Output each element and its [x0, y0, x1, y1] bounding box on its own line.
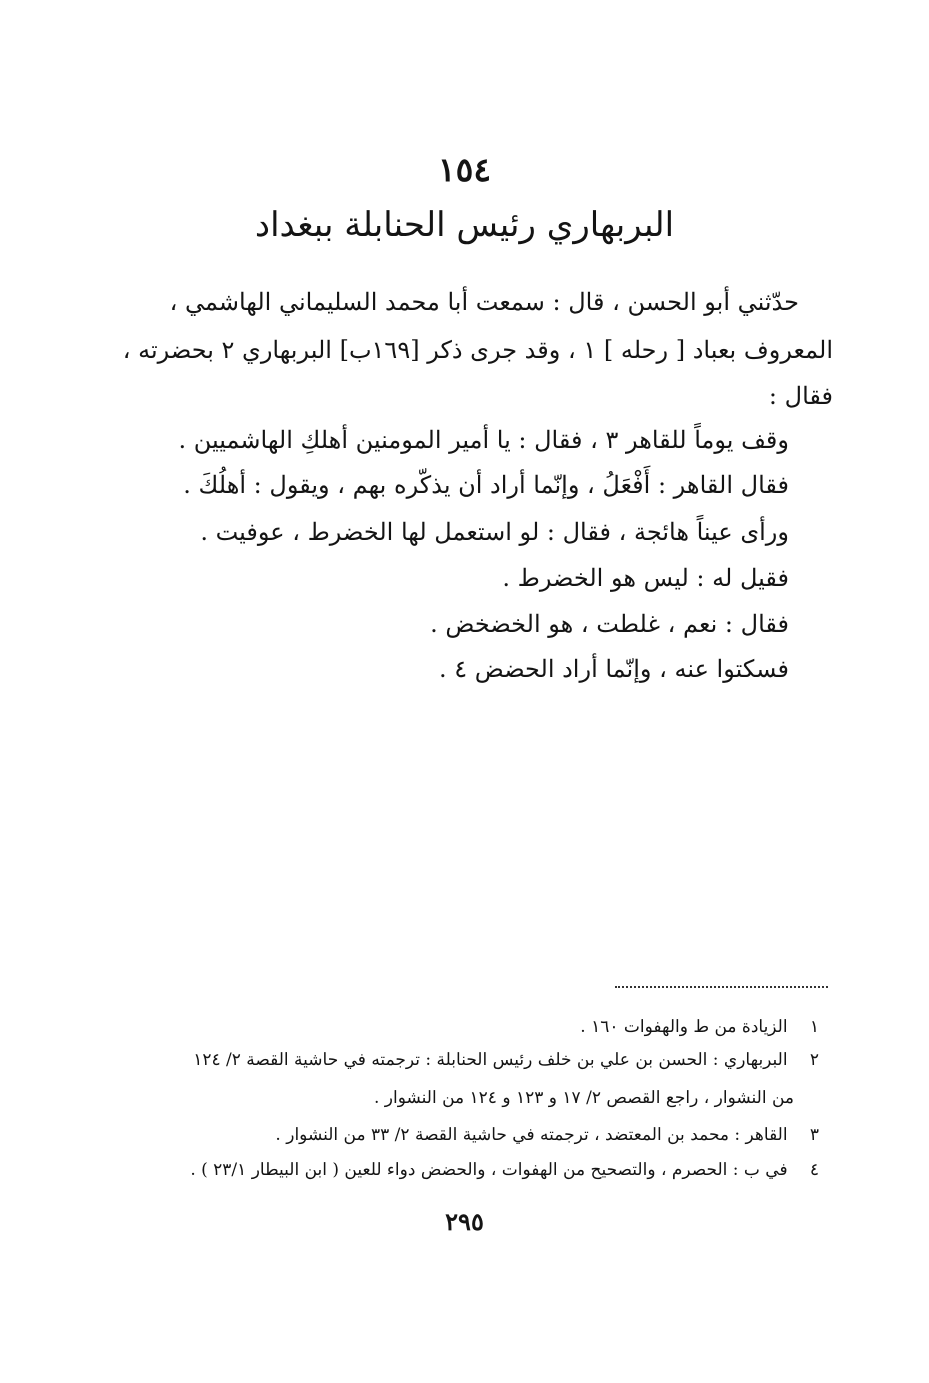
anecdote-line: فسكتوا عنه ، وإنّما أراد الحضض ٤ .: [439, 655, 789, 683]
anecdote-line: فقال : نعم ، غلطت ، هو الخضخض .: [430, 610, 789, 638]
footnote-number: ٢: [809, 1050, 819, 1070]
footnote-text: البربهاري : الحسن بن علي بن خلف رئيس الحنابلة : ترجمته في حاشية القصة ٢/ ١٢٤: [193, 1050, 788, 1070]
footnote-number: ٣: [809, 1125, 819, 1145]
story-number: ١٥٤: [437, 150, 492, 189]
footnote: [99, 1050, 819, 1070]
page-number: ٢٩٥: [445, 1207, 484, 1236]
footnote-number: ١: [809, 1017, 819, 1037]
footnote-text: الزيادة من ط والهفوات ١٦٠ .: [580, 1017, 788, 1037]
anecdote-line: ورأى عيناً هائجة ، فقال : لو استعمل لها الخضرط ، عوفيت .: [200, 518, 789, 546]
footnote-number: ٤: [809, 1160, 819, 1180]
footnote: [99, 1160, 819, 1180]
story-title: البربهاري رئيس الحنابلة ببغداد: [254, 205, 675, 245]
paragraph-line: فقال :: [768, 382, 833, 410]
footnote-continuation: [74, 1088, 794, 1108]
anecdote-line: فقال القاهر : أَفْعَلُ ، وإنّما أراد أن يذكّره بهم ، ويقول : أهلُكَ .: [183, 471, 789, 499]
footnote-text: في ب : الحصرم ، والتصحيح من الهفوات ، والحضض دواء للعين ( ابن البيطار ٢٣/١ ) .: [190, 1160, 788, 1180]
footnote-text: من النشوار ، راجع القصص ٢/ ١٧ و ١٢٣ و ١٢٤ من النشوار .: [373, 1088, 794, 1108]
footnote-text: القاهر : محمد بن المعتضد ، ترجمته في حاشية القصة ٢/ ٣٣ من النشوار .: [275, 1125, 788, 1145]
paragraph-line: المعروف بعباد [ رحله ] ١ ، وقد جرى ذكر [١٦٩ب] البربهاري ٢ بحضرته ،: [122, 336, 833, 364]
footnote-separator: [615, 986, 828, 988]
paragraph-line: حدّثني أبو الحسن ، قال : سمعت أبا محمد السليماني الهاشمي ،: [169, 288, 799, 316]
anecdote-line: وقف يوماً للقاهر ٣ ، فقال : يا أمير المومنين أهلكِ الهاشميين .: [178, 426, 789, 454]
anecdote-line: فقيل له : ليس هو الخضرط .: [502, 564, 789, 592]
footnote: [99, 1125, 819, 1145]
footnote: [99, 1017, 819, 1037]
